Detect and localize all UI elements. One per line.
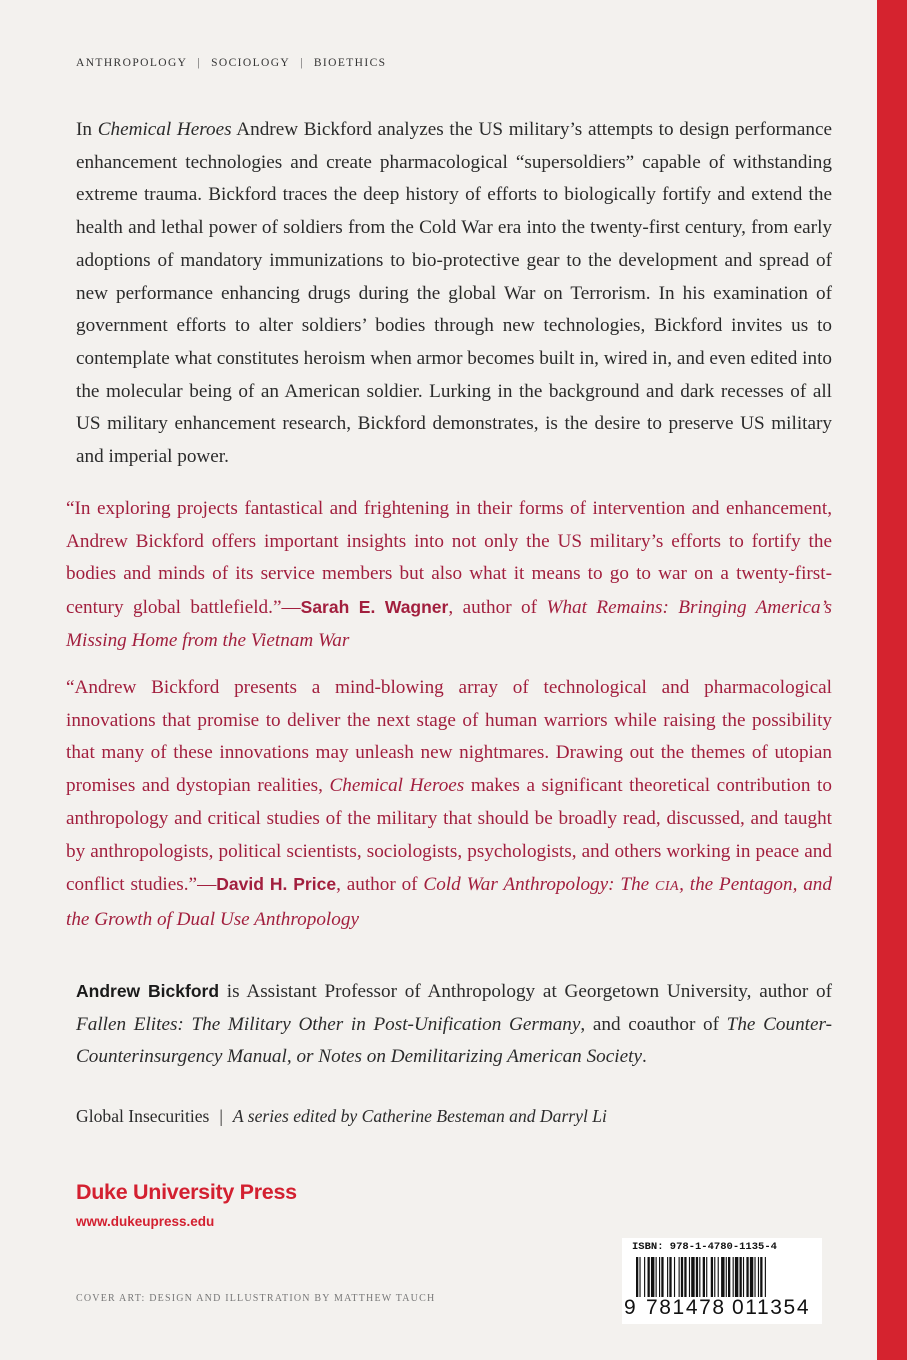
series-separator: |: [219, 1106, 223, 1126]
description-book-title: Chemical Heroes: [97, 119, 232, 140]
barcode-bar: [714, 1257, 715, 1297]
barcode-bar: [667, 1257, 668, 1297]
barcode-bar: [746, 1257, 748, 1297]
barcode-bar: [651, 1257, 654, 1297]
quote2-author-suffix: , author of: [336, 874, 424, 896]
category-separator: |: [300, 57, 304, 69]
barcode-bar: [684, 1257, 686, 1297]
category-bioethics: BIOETHICS: [313, 57, 387, 69]
book-description: [76, 114, 832, 474]
isbn-label: ISBN: 978-1-4780-1135-4: [632, 1241, 777, 1253]
barcode-bar: [636, 1257, 638, 1297]
quote2-title: Chemical Heroes: [329, 775, 465, 797]
bio-author-name: Andrew Bickford: [76, 981, 220, 1001]
barcode-bar: [656, 1257, 657, 1297]
bio-text-c: .: [641, 1046, 647, 1068]
category-sociology: SOCIOLOGY: [211, 57, 291, 69]
barcode-bar: [659, 1257, 660, 1297]
endorsement-quote-2: [66, 672, 832, 937]
barcode-bar: [758, 1257, 759, 1297]
barcode-bar: [750, 1257, 753, 1297]
barcode-bar: [681, 1257, 683, 1297]
series-editors: A series edited by Catherine Besteman and Darryl Li: [232, 1106, 607, 1126]
category-anthropology: ANTHROPOLOGY: [76, 57, 188, 69]
barcode-bar: [679, 1257, 680, 1297]
endorsement-quote-1: [66, 493, 832, 658]
description-body: Andrew Bickford analyzes the US military’s attempts to design performance enhancement technologies and create pharmacological “supersoldiers” capable of withstanding extreme trauma. Bickford traces the deep history of efforts to biologically fortify and extend the health and lethal power of soldiers from the Cold War era into the twenty-first century, from early adoptions of mandatory immunizations to bio-protective gear to the development and spread of new performance enhancing drugs during the global War on Terrorism. In his examination of government efforts to alter soldiers’ bodies through new technologies, Bickford invites us to contemplate what constitutes heroism when armor becomes built in, wired in, and even edited into the molecular being of an American soldier. Lurking in the background and dark recesses of all US military enhancement research, Bickford demonstrates, is the desire to preserve US military and imperial power.: [76, 119, 833, 468]
bio-text-b: , and coauthor of: [580, 1013, 727, 1035]
barcode-bar: [711, 1257, 713, 1297]
barcode-digits-right: 011354: [732, 1296, 811, 1319]
series-name: Global Insecurities: [76, 1106, 210, 1126]
quote1-author-suffix: , author of: [448, 597, 547, 619]
barcode-bar: [696, 1257, 698, 1297]
quote2-text-a: “Andrew Bickford presents a mind-blowing array of technological and pharmacological innovations that promise to deliver the next stage of human warriors while raising the possibility that many of these innovations may unleash new nightmares. Drawing out the themes of utopian promises and dystopian realities,: [66, 677, 832, 797]
barcode-bar: [691, 1257, 694, 1297]
quote2-text-b: makes a significant theoretical contribution to anthropology and critical studies of the military that should be broadly read, discussed, and taught by anthropologists, political scientists, sociologists, psychologists, and others working in peace and conflict studies.”—: [66, 775, 832, 896]
barcode-bar: [760, 1257, 762, 1297]
barcode-bar: [765, 1257, 766, 1297]
barcode-bar: [689, 1257, 690, 1297]
barcode-bars: [636, 1257, 822, 1297]
barcode-bar: [754, 1257, 755, 1297]
barcode-bar: [674, 1257, 675, 1297]
barcode-bar: [648, 1257, 650, 1297]
cover-art-credit: COVER ART: DESIGN AND ILLUSTRATION BY MATTHEW TAUCH: [76, 1293, 436, 1304]
category-separator: |: [197, 57, 202, 69]
bio-book-1: Fallen Elites: The Military Other in Post-Unification Germany: [76, 1013, 581, 1035]
subject-categories: [76, 57, 386, 69]
barcode-bar: [639, 1257, 640, 1297]
bio-text-a: is Assistant Professor of Anthropology at Georgetown University, author of: [219, 981, 832, 1002]
barcode-bar: [718, 1257, 719, 1297]
quote2-book-b: , the Pentagon, and the Growth of Dual Use Anthropology: [66, 874, 832, 930]
barcode-bar: [669, 1257, 671, 1297]
quote2-book-cia: CIA: [655, 879, 680, 895]
quote1-text: “In exploring projects fantastical and frightening in their forms of intervention and enhancement, Andrew Bickford offers important insights into not only the US military’s efforts to fortify the bodies and minds of its service members but also what it means to go to war on a twenty-first-century global battlefield.”—: [66, 498, 832, 619]
barcode-bar: [726, 1257, 727, 1297]
publisher-name: Duke University Press: [76, 1180, 297, 1204]
barcode-bar: [733, 1257, 734, 1297]
quote1-book: What Remains: Bringing America’s Missing Home from the Vietnam War: [66, 597, 833, 651]
barcode-bar: [740, 1257, 742, 1297]
series-line: [76, 1106, 607, 1127]
quote2-book-a: Cold War Anthropology: The: [423, 874, 656, 896]
barcode-bar: [728, 1257, 730, 1297]
quote1-author: Sarah E. Wagner: [300, 597, 449, 618]
barcode-bar: [699, 1257, 700, 1297]
red-edge-stripe: [877, 0, 907, 1360]
author-bio: [76, 975, 832, 1074]
barcode-bar: [721, 1257, 724, 1297]
publisher-url[interactable]: www.dukeupress.edu: [76, 1214, 215, 1229]
description-prefix: In: [76, 119, 98, 140]
barcode-digits-left: 781478: [646, 1296, 726, 1319]
barcode-bar: [743, 1257, 744, 1297]
barcode-bar: [703, 1257, 705, 1297]
bio-book-2: The Counter-Counterinsurgency Manual, or Notes on Demilitarizing American Society: [76, 1013, 832, 1068]
barcode-bar: [644, 1257, 645, 1297]
barcode-bar: [706, 1257, 707, 1297]
quote2-author: David H. Price: [216, 874, 337, 895]
barcode-digit-first: 9: [624, 1296, 638, 1319]
barcode-bar: [661, 1257, 663, 1297]
isbn-barcode: [622, 1238, 822, 1324]
barcode-bar: [735, 1257, 738, 1297]
